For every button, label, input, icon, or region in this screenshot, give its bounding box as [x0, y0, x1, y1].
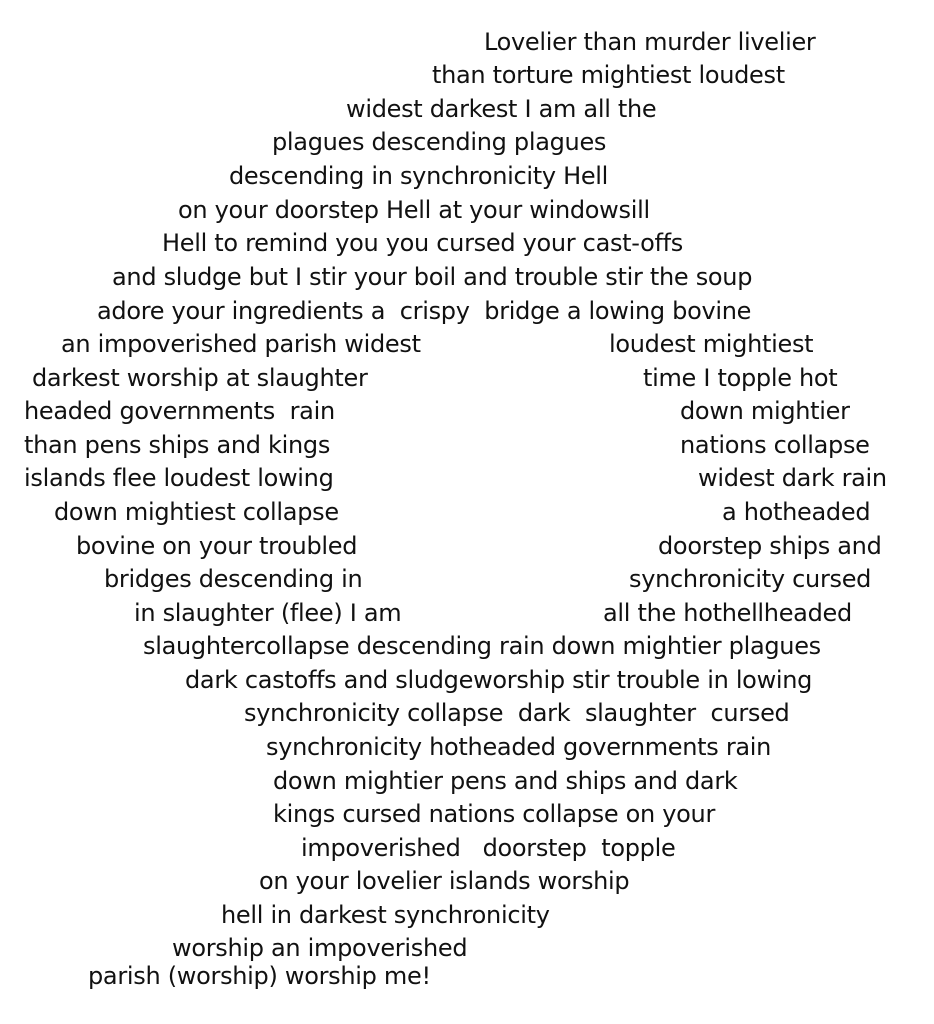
poem-line-14-right: widest dark rain — [698, 464, 887, 492]
poem-line-24: kings cursed nations collapse on your — [273, 800, 716, 828]
poem-line-17-left: bridges descending in — [104, 565, 363, 593]
poem-line-27: hell in darkest synchronicity — [221, 901, 550, 929]
poem-line-10-right: loudest mightiest — [609, 330, 814, 358]
poem-line-16-right: doorstep ships and — [658, 532, 882, 560]
poem-line-3: widest darkest I am all the — [346, 95, 657, 123]
poem-line-6: on your doorstep Hell at your windowsill — [178, 196, 650, 224]
poem-line-11-left: darkest worship at slaughter — [32, 364, 368, 392]
poem-line-13-left: than pens ships and kings — [24, 431, 331, 459]
poem-line-13-right: nations collapse — [680, 431, 870, 459]
poem-line-25: impoverished doorstep topple — [301, 834, 676, 862]
poem-line-1: Lovelier than murder livelier — [484, 28, 816, 56]
poem-line-9: adore your ingredients a crispy bridge a lowing bovine — [97, 297, 752, 325]
poem-line-2: than torture mightiest loudest — [432, 61, 785, 89]
poem-line-21: synchronicity collapse dark slaughter cursed — [244, 699, 790, 727]
poem-line-19: slaughtercollapse descending rain down mightier plagues — [143, 632, 821, 660]
poem-line-29: parish (worship) worship me! — [88, 962, 431, 990]
poem-line-14-left: islands flee loudest lowing — [24, 464, 334, 492]
poem-line-8: and sludge but I stir your boil and trouble stir the soup — [112, 263, 753, 291]
poem-line-11-right: time I topple hot — [643, 364, 838, 392]
poem-line-16-left: bovine on your troubled — [76, 532, 358, 560]
poem-line-28: worship an impoverished — [172, 934, 468, 962]
poem-line-26: on your lovelier islands worship — [259, 867, 630, 895]
poem-line-12-left: headed governments rain — [24, 397, 335, 425]
poem-line-12-right: down mightier — [680, 397, 850, 425]
poem-line-7: Hell to remind you you cursed your cast-offs — [162, 229, 683, 257]
poem-line-18-left: in slaughter (flee) I am — [134, 599, 402, 627]
poem-line-10-left: an impoverished parish widest — [61, 330, 421, 358]
poem-line-22: synchronicity hotheaded governments rain — [266, 733, 772, 761]
poem-line-15-right: a hotheaded — [722, 498, 871, 526]
poem-line-5: descending in synchronicity Hell — [229, 162, 609, 190]
poem-line-15-left: down mightiest collapse — [54, 498, 339, 526]
poem-line-4: plagues descending plagues — [272, 128, 607, 156]
poem-line-18-right: all the hothellheaded — [603, 599, 852, 627]
poem-line-20: dark castoffs and sludgeworship stir trouble in lowing — [185, 666, 813, 694]
poem-line-17-right: synchronicity cursed — [629, 565, 872, 593]
poem-line-23: down mightier pens and ships and dark — [273, 767, 738, 795]
